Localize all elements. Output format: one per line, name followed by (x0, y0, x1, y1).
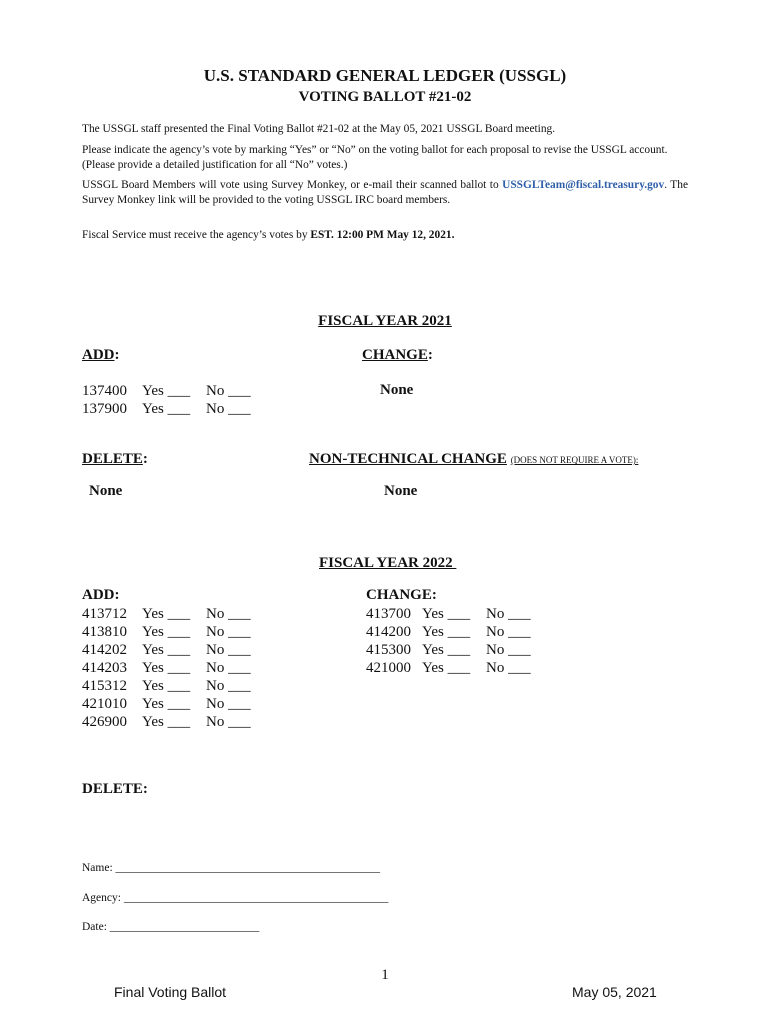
yes-blank[interactable]: Yes ___ (142, 624, 191, 640)
account-code: 137400 (82, 383, 127, 399)
account-code: 413810 (82, 624, 127, 640)
page-title: U.S. STANDARD GENERAL LEDGER (USSGL) (203, 66, 567, 85)
ballot-row (366, 659, 531, 677)
ballot-row (366, 641, 531, 659)
ballot-row (82, 382, 251, 400)
account-code: 414200 (366, 624, 411, 640)
no-blank[interactable]: No ___ (486, 606, 531, 622)
yes-blank[interactable]: Yes ___ (422, 642, 471, 658)
fy2021-nontech-value: None (384, 483, 418, 499)
ballot-row (82, 695, 251, 713)
name-field[interactable]: Name: ______________________________________________ (82, 862, 381, 874)
no-blank[interactable]: No ___ (206, 401, 251, 417)
yes-blank[interactable]: Yes ___ (142, 696, 191, 712)
yes-blank[interactable]: Yes ___ (142, 660, 191, 676)
fy2021-add-label: ADD (82, 347, 115, 363)
footer-left: Final Voting Ballot (114, 984, 227, 1000)
ballot-row (366, 623, 531, 641)
date-field[interactable]: Date: __________________________ (82, 921, 260, 933)
ballot-row (82, 713, 251, 731)
ballot-row (82, 641, 251, 659)
account-code: 414203 (82, 660, 127, 676)
intro-paragraph-3-text: USSGL Board Members will vote using Survey Monkey, or e-mail their scanned ballot to (82, 179, 503, 191)
account-code: 421010 (82, 696, 127, 712)
footer-right: May 05, 2021 (572, 984, 657, 1000)
fy2022-heading: FISCAL YEAR 2022 (319, 555, 457, 571)
ballot-row (366, 605, 531, 623)
ballot-row (82, 677, 251, 695)
fy2022-change-list (366, 605, 531, 677)
agency-field[interactable]: Agency: ______________________________________________ (82, 892, 389, 904)
no-blank[interactable]: No ___ (206, 696, 251, 712)
ballot-row (82, 623, 251, 641)
no-blank[interactable]: No ___ (206, 660, 251, 676)
yes-blank[interactable]: Yes ___ (142, 383, 191, 399)
fy2021-change-value: None (380, 382, 414, 398)
no-blank[interactable]: No ___ (206, 624, 251, 640)
ballot-row (82, 605, 251, 623)
deadline-prefix: Fiscal Service must receive the agency’s votes by (82, 229, 311, 241)
account-code: 415300 (366, 642, 411, 658)
fy2021-add-list (82, 382, 251, 418)
account-code: 137900 (82, 401, 127, 417)
ballot-row (82, 659, 251, 677)
no-blank[interactable]: No ___ (206, 642, 251, 658)
account-code: 426900 (82, 714, 127, 730)
account-code: 413712 (82, 606, 127, 622)
fy2021-heading: FISCAL YEAR 2021 (318, 313, 452, 329)
fy2021-add-colon: : (114, 347, 120, 363)
fy2022-add-list (82, 605, 251, 731)
no-blank[interactable]: No ___ (206, 383, 251, 399)
fy2021-delete-label: DELETE (82, 451, 143, 467)
no-blank[interactable]: No ___ (486, 660, 531, 676)
fy2021-nontech-header (309, 451, 638, 468)
page-subtitle: VOTING BALLOT #21-02 (298, 89, 472, 105)
intro-paragraph-2: Please indicate the agency’s vote by marking “Yes” or “No” on the voting ballot for each proposal to revise the USSGL account. (Please provide a detailed justification for all “No” votes.) (82, 144, 668, 171)
no-blank[interactable]: No ___ (486, 642, 531, 658)
yes-blank[interactable]: Yes ___ (422, 624, 471, 640)
fy2021-change-label: CHANGE (362, 347, 428, 363)
fy2021-change-header (362, 347, 433, 364)
yes-blank[interactable]: Yes ___ (142, 606, 191, 622)
no-blank[interactable]: No ___ (206, 678, 251, 694)
intro-paragraph-3-tail: . The Survey Monkey link will be provided to the voting USSGL IRC board members. (82, 179, 689, 206)
yes-blank[interactable]: Yes ___ (142, 678, 191, 694)
intro-paragraph-1: The USSGL staff presented the Final Voting Ballot #21-02 at the May 05, 2021 USSGL Board meeting. (82, 123, 556, 135)
fy2021-delete-value: None (89, 483, 123, 499)
account-code: 414202 (82, 642, 127, 658)
yes-blank[interactable]: Yes ___ (142, 401, 191, 417)
ballot-row (82, 400, 251, 418)
yes-blank[interactable]: Yes ___ (422, 606, 471, 622)
intro-paragraph-4 (82, 228, 688, 243)
fy2021-delete-colon: : (142, 451, 148, 467)
deadline-value: EST. 12:00 PM May 12, 2021. (310, 229, 455, 241)
yes-blank[interactable]: Yes ___ (422, 660, 471, 676)
fy2022-delete-label: DELETE: (82, 781, 148, 797)
fy2021-add-header (82, 347, 120, 364)
intro-paragraph-3 (82, 178, 688, 208)
account-code: 421000 (366, 660, 411, 676)
fy2021-change-colon: : (427, 347, 433, 363)
page-number: 1 (381, 967, 389, 983)
fy2021-nontech-note: (DOES NOT REQUIRE A VOTE): (510, 455, 639, 465)
yes-blank[interactable]: Yes ___ (142, 714, 191, 730)
no-blank[interactable]: No ___ (206, 606, 251, 622)
no-blank[interactable]: No ___ (486, 624, 531, 640)
no-blank[interactable]: No ___ (206, 714, 251, 730)
account-code: 413700 (366, 606, 411, 622)
fy2021-nontech-label: NON-TECHNICAL CHANGE (309, 451, 507, 467)
yes-blank[interactable]: Yes ___ (142, 642, 191, 658)
fy2022-change-label: CHANGE: (366, 587, 437, 603)
email-link[interactable]: USSGLTeam@fiscal.treasury.gov (502, 179, 665, 191)
account-code: 415312 (82, 678, 127, 694)
fy2021-delete-header (82, 451, 148, 468)
fy2022-add-label: ADD: (82, 587, 120, 603)
